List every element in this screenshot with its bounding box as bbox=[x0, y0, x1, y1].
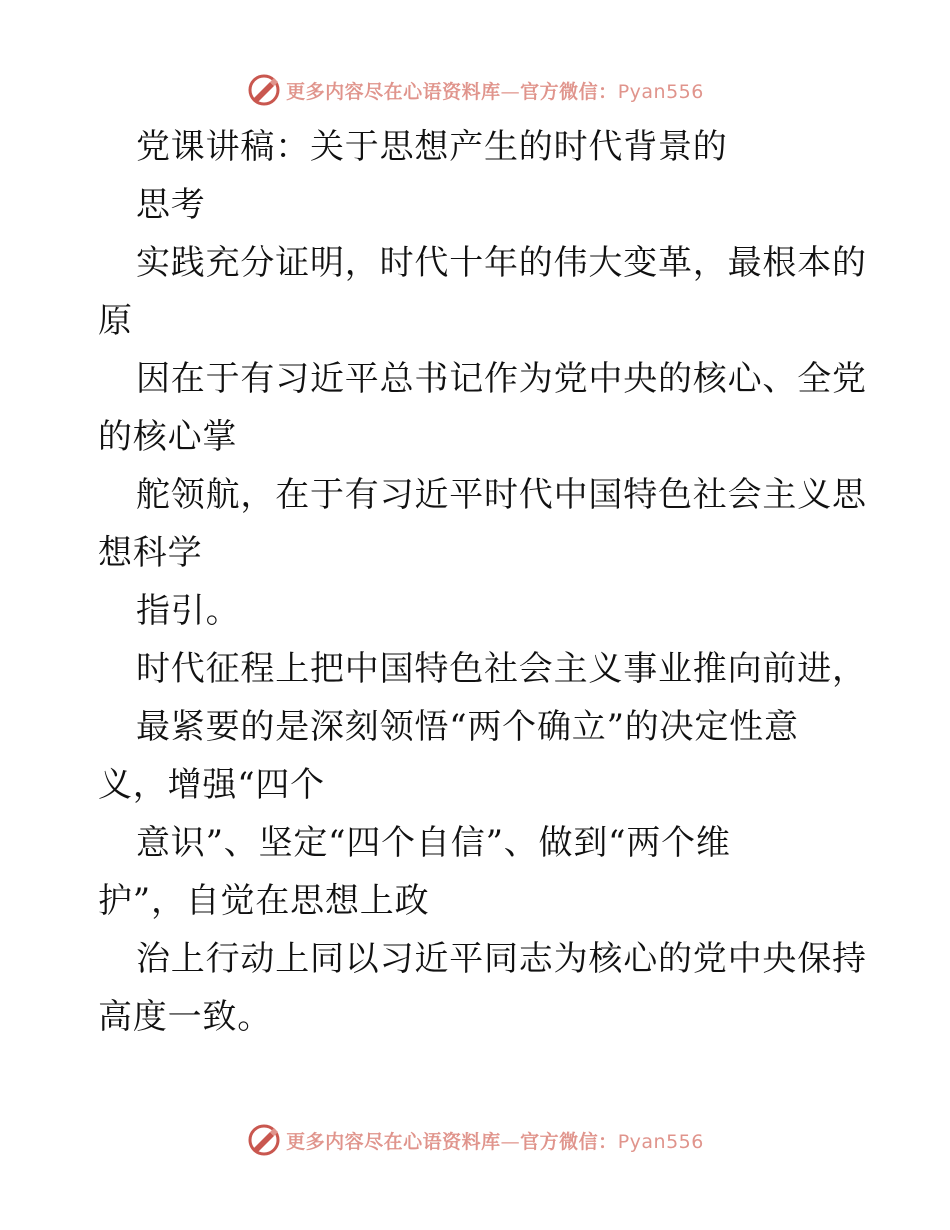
header-watermark-banner bbox=[0, 70, 950, 110]
banner-main: 更多内容尽在心语资料库 bbox=[286, 1130, 501, 1153]
paragraph-line: 指引。 bbox=[136, 591, 241, 631]
paragraph-line: 舵领航，在于有习近平时代中国特色社会主义思 bbox=[136, 475, 867, 515]
paragraph-line: 因在于有习近平总书记作为党中央的核心、全党 bbox=[136, 359, 867, 399]
paragraph-line: 治上行动上同以习近平同志为核心的党中央保持 bbox=[136, 939, 867, 979]
paragraph-line: 最紧要的是深刻领悟“两个确立”的决定性意 bbox=[136, 707, 799, 747]
banner-wechat-id: Pyan556 bbox=[617, 80, 704, 103]
document-title-line-2: 思考 bbox=[136, 185, 206, 225]
document-title-line-1: 党课讲稿：关于思想产生的时代背景的 bbox=[136, 127, 728, 167]
banner-main: 更多内容尽在心语资料库 bbox=[286, 80, 501, 103]
document-body bbox=[98, 118, 867, 1046]
pen-logo-icon bbox=[246, 72, 282, 108]
paragraph-line: 的核心掌 bbox=[98, 417, 238, 457]
paragraph-line: 高度一致。 bbox=[98, 997, 272, 1037]
paragraph-line: 原 bbox=[98, 301, 133, 341]
banner-suffix: 官方微信： bbox=[520, 80, 618, 103]
paragraph-line: 实践充分证明，时代十年的伟大变革，最根本的 bbox=[136, 243, 867, 283]
banner-text bbox=[286, 1127, 704, 1154]
paragraph-line: 义，增强“四个 bbox=[98, 765, 325, 805]
pen-logo-icon bbox=[246, 1122, 282, 1158]
paragraph-line: 护”，自觉在思想上政 bbox=[98, 881, 430, 921]
banner-wechat-id: Pyan556 bbox=[617, 1130, 704, 1153]
banner-dash: — bbox=[500, 80, 521, 103]
footer-watermark-banner bbox=[0, 1120, 950, 1160]
paragraph-line: 意识”、坚定“四个自信”、做到“两个维 bbox=[136, 823, 731, 863]
paragraph-line: 时代征程上把中国特色社会主义事业推向前进， bbox=[136, 649, 867, 689]
banner-suffix: 官方微信： bbox=[520, 1130, 618, 1153]
paragraph-line: 想科学 bbox=[98, 533, 203, 573]
banner-dash: — bbox=[500, 1130, 521, 1153]
banner-text bbox=[286, 77, 704, 104]
